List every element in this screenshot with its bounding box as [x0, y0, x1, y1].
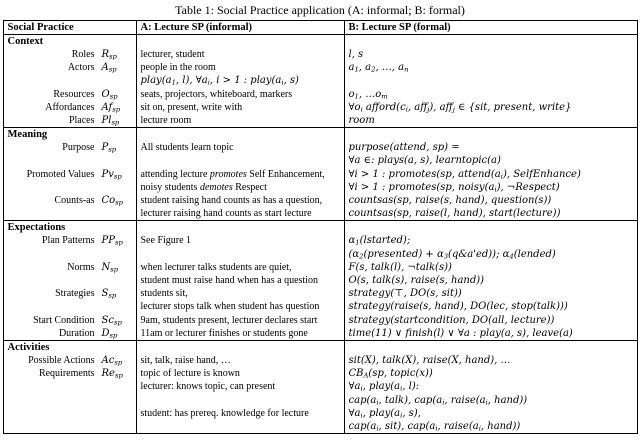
formal-line: strategy(⊤, DO(s, sit)) [348, 288, 462, 300]
informal-cell [136, 168, 344, 194]
header-row [3, 21, 637, 35]
informal-line: sit on, present, write with [140, 101, 243, 113]
practice-cell [3, 234, 136, 260]
formal-line: strategy(raise(s, hand), DO(lec, stop(talk))) [348, 301, 568, 313]
informal-line [141, 420, 340, 433]
row-label: Norms [67, 261, 95, 273]
formal-line: $CB_A(sp$, topic(x)) [348, 368, 433, 380]
section-spacer [136, 341, 344, 355]
section-title: Expectations [3, 221, 136, 235]
informal-line: student: has prereq. knowledge for lecture [140, 407, 309, 419]
practice-cell [3, 114, 136, 128]
section-spacer [344, 221, 637, 235]
row-symbol: $P_{sp}$ [101, 142, 117, 154]
formal-line: purpose(attend, sp) = [348, 142, 460, 154]
row-symbol: $D_{sp}$ [101, 327, 118, 340]
informal-cell [136, 367, 344, 434]
section-title: Meaning [3, 128, 136, 142]
section-title: Context [3, 35, 136, 49]
informal-line: lecturer stops talk when student has question [140, 301, 320, 313]
practice-cell [3, 327, 136, 341]
practice-cell [3, 287, 136, 313]
practice-cell [3, 141, 136, 167]
formal-line: ($\alpha_2(presented)$ + $\alpha_3(q\&a'ed)$); $\alpha_4(lended)$ [348, 248, 556, 261]
formal-cell [344, 194, 637, 221]
table-row [3, 314, 637, 327]
practice-cell [3, 61, 136, 87]
row-symbol: $S_{sp}$ [101, 288, 117, 300]
row-label: Possible Actions [28, 355, 95, 367]
row-label: Resources [53, 88, 95, 100]
informal-cell [136, 287, 344, 313]
section-row [3, 128, 637, 142]
table-caption: Table 1: Social Practice application (A: informal; B: formal) [175, 3, 465, 17]
formal-line: countsas(sp, raise(s, hand), question(s)) [348, 195, 552, 207]
practice-cell [3, 314, 136, 327]
row-label: Requirements [38, 368, 95, 380]
table-row [3, 234, 637, 260]
row-symbol: $Co_{sp}$ [101, 195, 124, 207]
informal-cell [136, 48, 344, 61]
informal-cell [136, 234, 344, 260]
informal-cell [136, 314, 344, 327]
row-label: Purpose [62, 142, 95, 154]
section-row [3, 35, 637, 49]
informal-line: students sit, [140, 288, 188, 300]
informal-line: lecturer raising hand counts as start lecture [140, 208, 312, 220]
section-spacer [136, 128, 344, 142]
table-row [3, 327, 637, 341]
table-row [3, 367, 637, 434]
informal-cell [136, 194, 344, 221]
social-practice-table [3, 20, 638, 434]
row-label: Roles [71, 49, 95, 60]
informal-cell [136, 354, 344, 367]
informal-cell [136, 61, 344, 87]
section-spacer [344, 341, 637, 355]
table-row [3, 168, 637, 194]
formal-line: ∀i > 1 : promotes(sp, $noisy(a_i)$, ¬Respect) [348, 181, 560, 194]
table-row [3, 261, 637, 287]
formal-line: l, s [348, 49, 364, 60]
formal-cell [344, 234, 637, 260]
practice-cell [3, 354, 136, 367]
table-row [3, 354, 637, 367]
formal-line: countsas(sp, raise(l, hand), start(lecture)) [348, 208, 561, 220]
formal-line: O(s, talk(s), raise(s, hand)) [348, 275, 485, 287]
formal-cell [344, 261, 637, 287]
formal-cell [344, 88, 637, 101]
practice-cell [3, 194, 136, 221]
row-symbol: $A_{sp}$ [101, 62, 117, 74]
formal-cell [344, 101, 637, 114]
formal-cell [344, 287, 637, 313]
row-symbol: $PP_{sp}$ [101, 235, 123, 248]
formal-line: $cap(a_i$, talk), $cap(a_i$, $raise(a_i$, hand)) [348, 394, 528, 407]
informal-cell [136, 327, 344, 341]
row-label: Promoted Values [26, 168, 95, 180]
section-row [3, 341, 637, 355]
header-informal: A: Lecture SP (informal) [136, 21, 344, 35]
informal-line: lecturer, student [140, 49, 205, 60]
row-symbol: $Re_{sp}$ [101, 368, 123, 380]
informal-line: $play(a_1$, l), $\forall a_i$, i > 1 : $play(a_i$, s) [140, 75, 299, 88]
table-row [3, 287, 637, 313]
table-row [3, 101, 637, 114]
informal-line: See Figure 1 [140, 235, 192, 247]
formal-cell [344, 354, 637, 367]
informal-line: student raising hand counts as has a question, [140, 195, 323, 207]
row-label: Duration [58, 327, 95, 339]
informal-line: student must raise hand when has a question [140, 275, 318, 287]
informal-line: when lecturer talks students are quiet, [140, 261, 292, 273]
section-spacer [136, 35, 344, 49]
practice-cell [3, 88, 136, 101]
formal-line: F(s, talk(l), ¬talk(s)) [348, 261, 452, 273]
table-row [3, 114, 637, 128]
formal-cell [344, 141, 637, 167]
formal-cell [344, 168, 637, 194]
practice-cell [3, 101, 136, 114]
formal-line: $\alpha_1(lstarted)$; [348, 235, 411, 248]
informal-line: All students learn topic [140, 142, 234, 154]
formal-cell [344, 61, 637, 87]
row-symbol: $Af_{sp}$ [101, 101, 121, 114]
formal-cell [344, 367, 637, 434]
row-symbol: $O_{sp}$ [101, 88, 118, 101]
informal-cell [136, 88, 344, 101]
formal-line: $cap(a_i$, sit), $cap(a_i$, $raise(a_i$, hand)) [348, 421, 521, 433]
row-label: Counts-as [54, 195, 95, 207]
header-social-practice: Social Practice [3, 21, 136, 35]
row-label: Affordances [45, 101, 95, 113]
informal-line: people in the room [140, 62, 216, 74]
table-row [3, 88, 637, 101]
practice-cell [3, 48, 136, 61]
formal-cell [344, 314, 637, 327]
row-label: Places [68, 115, 95, 127]
row-symbol: $R_{sp}$ [101, 49, 117, 61]
row-symbol: $Ac_{sp}$ [101, 355, 123, 367]
informal-line: noisy students demotes Respect [140, 181, 267, 193]
table-row [3, 61, 637, 87]
formal-line: room [348, 115, 375, 127]
row-label: Actors [67, 62, 95, 74]
formal-line: $\forall o_i$ $afford(c_i$, aff$_j$), aff$_j$ ∈ {sit, present, write} [348, 101, 572, 114]
table-row [3, 194, 637, 221]
informal-line: 11am or lecturer finishes or students gone [140, 327, 308, 339]
table-row [3, 48, 637, 61]
formal-cell [344, 327, 637, 341]
informal-line: lecture room [140, 115, 192, 127]
row-symbol: $Pl_{sp}$ [101, 115, 120, 127]
section-row [3, 221, 637, 235]
section-spacer [344, 35, 637, 49]
informal-line: attending lecture promotes Self Enhancement, [140, 168, 325, 180]
row-symbol: $Sc_{sp}$ [101, 314, 122, 327]
informal-line: sit, talk, raise hand, … [140, 355, 231, 367]
formal-cell [344, 114, 637, 128]
formal-line: sit(X), talk(X), raise(X, hand), … [348, 355, 511, 367]
section-title: Activities [3, 341, 136, 355]
informal-cell [136, 141, 344, 167]
row-label: Strategies [55, 288, 95, 300]
section-spacer [344, 128, 637, 142]
formal-line: $\forall a_i$, $play(a_i$, s), [348, 407, 421, 420]
informal-cell [136, 101, 344, 114]
formal-cell [344, 48, 637, 61]
formal-line: $a_1$, $a_2$, …, $a_n$ [348, 62, 409, 74]
formal-line: ∀i > 1 : promotes(sp, $attend(a_i)$, SelfEnhance) [348, 168, 581, 181]
informal-line: seats, projectors, whiteboard, markers [140, 88, 293, 100]
header-formal: B: Lecture SP (formal) [344, 21, 637, 35]
practice-cell [3, 168, 136, 194]
table-body [3, 35, 637, 434]
formal-line: $o_1$, $\dots o_m$ [348, 88, 388, 101]
row-label: Plan Patterns [42, 235, 95, 247]
formal-line: strategy(startcondition, DO(all, lecture)) [348, 314, 555, 326]
informal-line [141, 394, 340, 407]
informal-line: 9am, students present, lecturer declares start [140, 314, 318, 326]
section-spacer [136, 221, 344, 235]
practice-cell [3, 367, 136, 434]
informal-cell [136, 261, 344, 287]
table-row [3, 141, 637, 167]
row-symbol: $N_{sp}$ [101, 261, 119, 274]
formal-line: $\forall a_i$, $play(a_i$, l): [348, 381, 420, 394]
informal-line: topic of lecture is known [140, 368, 240, 380]
practice-cell [3, 261, 136, 287]
formal-line: ∀a ∈: plays(a, s), learntopic(a) [348, 155, 501, 167]
informal-line: lecturer: knows topic, can present [140, 381, 276, 393]
row-symbol: $Pv_{sp}$ [101, 168, 122, 181]
formal-line: time(11) ∨ finish(l) ∨ ∀a : play(a, s), leave(a) [348, 327, 573, 339]
informal-cell [136, 114, 344, 128]
row-label: Start Condition [33, 314, 95, 326]
